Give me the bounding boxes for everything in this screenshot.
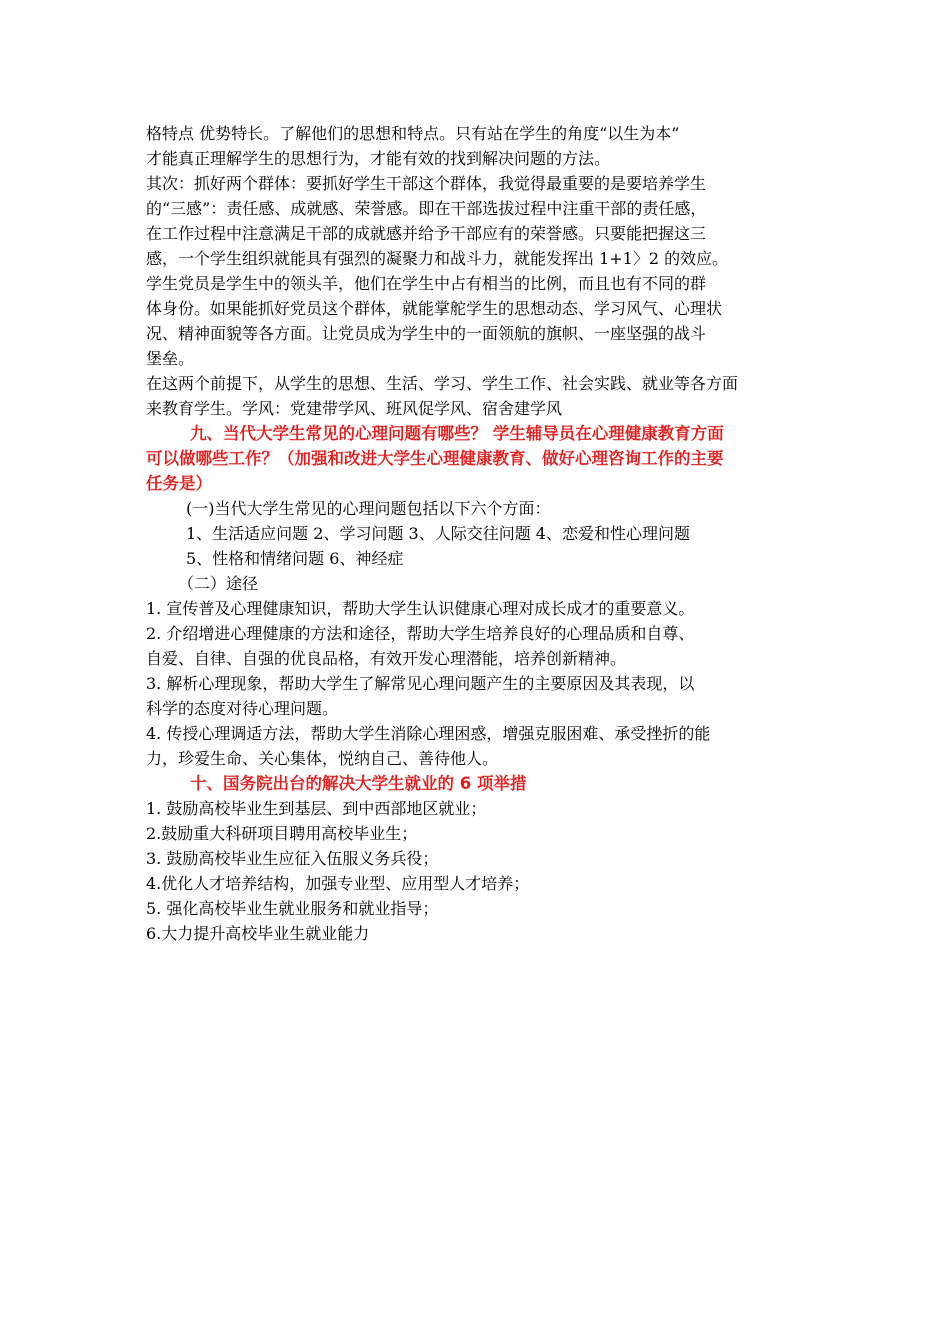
paragraph-line: 来教育学生。学风：党建带学风、班风促学风、宿舍建学风 xyxy=(146,399,563,418)
approach-line: 2. 介绍增进心理健康的方法和途径，帮助大学生培养良好的心理品质和自尊、 xyxy=(146,624,695,643)
subheading-problems: (一)当代大学生常见的心理问题包括以下六个方面： xyxy=(186,499,551,518)
paragraph-line: 体身份。如果能抓好党员这个群体，就能掌舵学生的思想动态、学习风气、心理状 xyxy=(146,299,723,318)
paragraph-line: 在工作过程中注意满足干部的成就感并给予干部应有的荣誉感。只要能把握这三 xyxy=(146,224,707,243)
paragraph-line: 才能真正理解学生的思想行为，才能有效的找到解决问题的方法。 xyxy=(146,149,611,168)
paragraph-line: 堡垒。 xyxy=(146,349,195,368)
problem-list-line: 1、生活适应问题 2、学习问题 3、人际交往问题 4、恋爱和性心理问题 xyxy=(186,524,690,543)
approach-line: 力，珍爱生命、关心集体，悦纳自己、善待他人。 xyxy=(146,749,499,768)
approach-line: 1. 宣传普及心理健康知识，帮助大学生认识健康心理对成长成才的重要意义。 xyxy=(146,599,695,618)
paragraph-line: 在这两个前提下，从学生的思想、生活、学习、学生工作、社会实践、就业等各方面 xyxy=(146,374,739,393)
paragraph-line: 的“三感”：责任感、成就感、荣誉感。即在干部选拔过程中注重干部的责任感， xyxy=(146,199,707,218)
subheading-approaches: （二）途径 xyxy=(178,574,259,593)
document-body xyxy=(146,121,818,946)
measure-item: 5. 强化高校毕业生就业服务和就业指导； xyxy=(146,899,439,918)
measure-item: 4.优化人才培养结构，加强专业型、应用型人才培养； xyxy=(146,874,530,893)
approach-line: 4. 传授心理调适方法，帮助大学生消除心理困惑，增强克服困难、承受挫折的能 xyxy=(146,724,711,743)
section-heading-9-cont: 任务是） xyxy=(146,474,212,493)
paragraph-line: 况、精神面貌等各方面。让党员成为学生中的一面领航的旗帜、一座坚强的战斗 xyxy=(146,324,707,343)
section-heading-9-cont: 可以做哪些工作？（加强和改进大学生心理健康教育、做好心理咨询工作的主要 xyxy=(146,449,724,468)
approach-line: 自爱、自律、自强的优良品格，有效开发心理潜能，培养创新精神。 xyxy=(146,649,627,668)
measure-item: 6.大力提升高校毕业生就业能力 xyxy=(146,924,370,943)
paragraph-line: 格特点 优势特长。了解他们的思想和特点。只有站在学生的角度“以生为本” xyxy=(146,124,680,143)
paragraph-line: 感，一个学生组织就能具有强烈的凝聚力和战斗力，就能发挥出 1+1〉2 的效应。 xyxy=(146,249,729,268)
section-heading-10: 十、国务院出台的解决大学生就业的 6 项举措 xyxy=(190,774,527,793)
approach-line: 科学的态度对待心理问题。 xyxy=(146,699,339,718)
measure-item: 2.鼓励重大科研项目聘用高校毕业生； xyxy=(146,824,418,843)
problem-list-line: 5、性格和情绪问题 6、神经症 xyxy=(186,549,404,568)
paragraph-line: 学生党员是学生中的领头羊，他们在学生中占有相当的比例，而且也有不同的群 xyxy=(146,274,707,293)
approach-line: 3. 解析心理现象，帮助大学生了解常见心理问题产生的主要原因及其表现，以 xyxy=(146,674,695,693)
measure-item: 3. 鼓励高校毕业生应征入伍服义务兵役； xyxy=(146,849,439,868)
paragraph-line: 其次：抓好两个群体：要抓好学生干部这个群体，我觉得最重要的是要培养学生 xyxy=(146,174,707,193)
section-heading-9: 九、当代大学生常见的心理问题有哪些？ 学生辅导员在心理健康教育方面 xyxy=(190,424,724,443)
measure-item: 1. 鼓励高校毕业生到基层、到中西部地区就业； xyxy=(146,799,487,818)
